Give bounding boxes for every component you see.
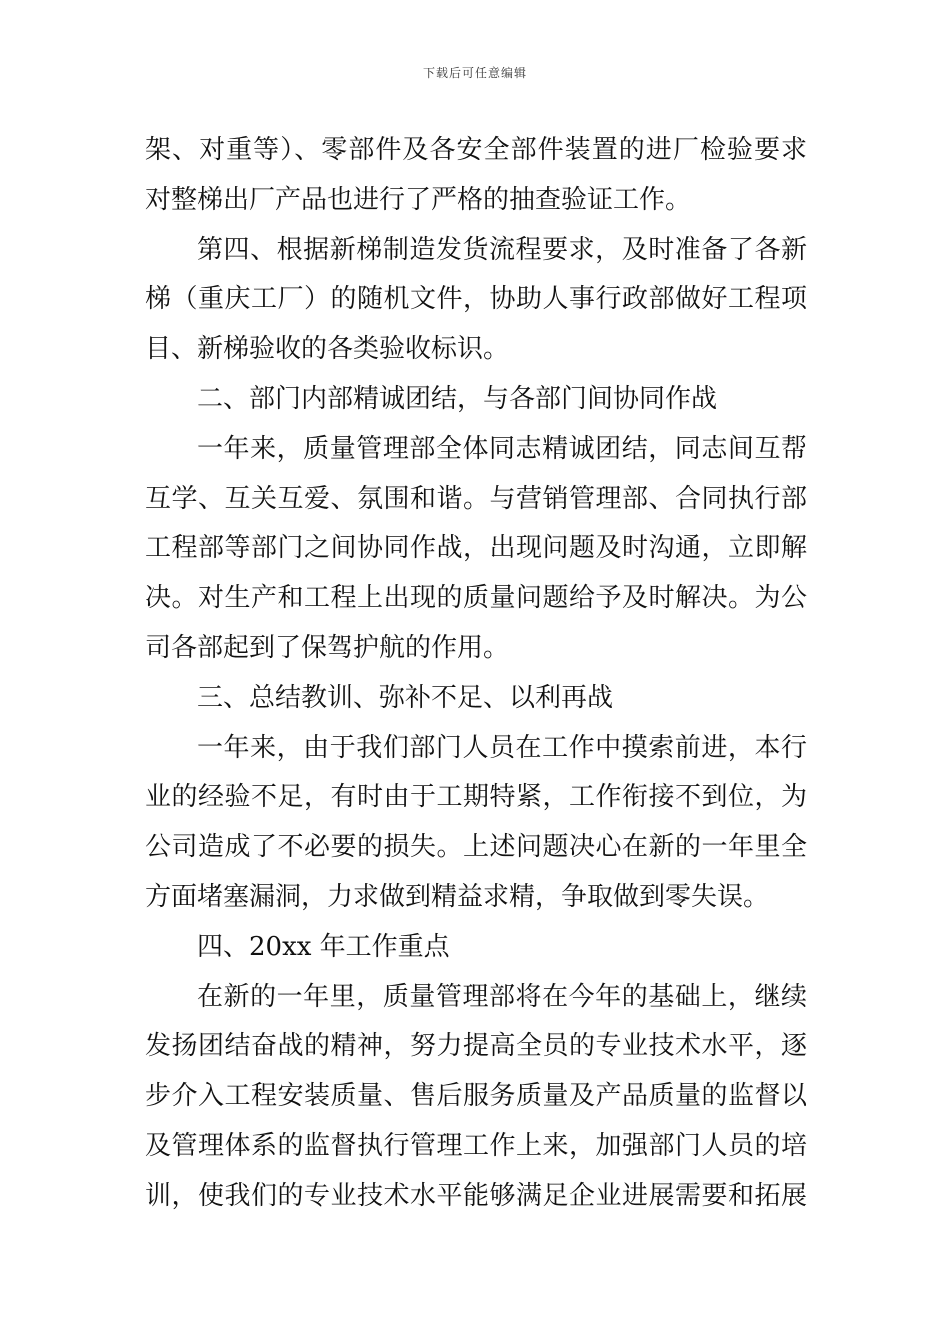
text-line: 工程部等部门之间协同作战，出现问题及时沟通，立即解 — [145, 533, 807, 564]
section-heading: 二、部门内部精诚团结，与各部门间协同作战 — [197, 383, 718, 414]
text-line: 方面堵塞漏洞，力求做到精益求精，争取做到零失误。 — [145, 881, 770, 912]
text-line: 一年来，质量管理部全体同志精诚团结，同志间互帮 — [197, 433, 807, 464]
text-line: 对整梯出厂产品也进行了严格的抽查验证工作。 — [145, 184, 692, 215]
section-heading: 三、总结教训、弥补不足、以利再战 — [197, 682, 614, 713]
text-line: 一年来，由于我们部门人员在工作中摸索前进，本行 — [197, 732, 807, 763]
text-line: 司各部起到了保驾护航的作用。 — [145, 632, 510, 663]
page-header: 下载后可任意编辑 — [422, 66, 527, 80]
text-line: 业的经验不足，有时由于工期特紧，工作衔接不到位，为 — [145, 782, 807, 813]
text-line: 及管理体系的监督执行管理工作上来，加强部门人员的培 — [145, 1130, 807, 1161]
text-line: 发扬团结奋战的精神，努力提高全员的专业技术水平，逐 — [145, 1031, 807, 1062]
section-heading: 四、20xx 年工作重点 — [197, 931, 450, 962]
text-line: 架、对重等）、零部件及各安全部件装置的进厂检验要求 — [145, 135, 807, 165]
text-line: 在新的一年里，质量管理部将在今年的基础上，继续 — [197, 981, 807, 1012]
text-line: 互学、互关互爱、氛围和谐。与营销管理部、合同执行部 — [145, 483, 807, 514]
text-line: 梯（重庆工厂）的随机文件，协助人事行政部做好工程项 — [145, 284, 807, 315]
text-line: 决。对生产和工程上出现的质量问题给予及时解决。为公 — [145, 583, 807, 614]
text-line: 目、新梯验收的各类验收标识。 — [145, 334, 510, 365]
text-line: 公司造成了不必要的损失。上述问题决心在新的一年里全 — [145, 832, 807, 863]
text-line: 步介入工程安装质量、售后服务质量及产品质量的监督以 — [145, 1081, 807, 1112]
text-line: 第四、根据新梯制造发货流程要求，及时准备了各新 — [197, 234, 807, 265]
text-line: 训，使我们的专业技术水平能够满足企业进展需要和拓展 — [145, 1180, 807, 1211]
document-body — [145, 126, 807, 1222]
